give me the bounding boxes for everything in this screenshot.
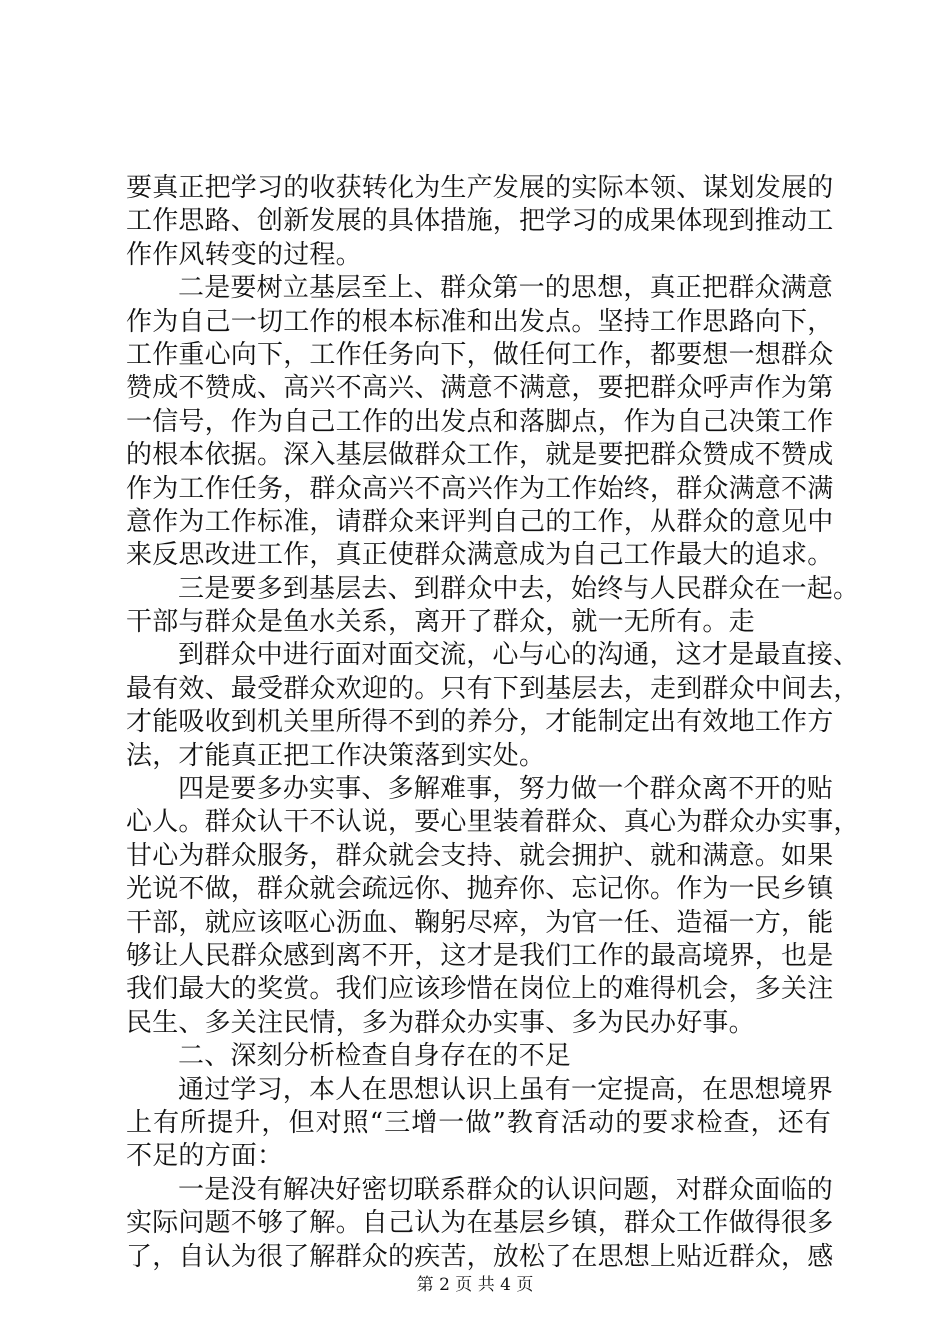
text-line: 作为自己一切工作的根本标准和出发点。坚持工作思路向下， [126,306,834,337]
text-line: 意作为工作标准，请群众来评判自己的工作，从群众的意见中 [126,506,834,537]
text-line: 甘心为群众服务，群众就会支持、就会拥护、就和满意。如果 [126,840,834,871]
document-body [126,172,860,1274]
text-line: 我们最大的奖赏。我们应该珍惜在岗位上的难得机会，多关注 [126,974,834,1005]
text-line: 要真正把学习的收获转化为生产发展的实际本领、谋划发展的 [126,173,834,203]
text-line: 心人。群众认干不认说，要心里装着群众、真心为群众办实事， [126,807,860,838]
text-line: 工作重心向下，工作任务向下，做任何工作，都要想一想群众 [126,339,834,370]
text-line: 来反思改进工作，真正使群众满意成为自己工作最大的追求。 [126,540,834,571]
text-line: 实际问题不够了解。自己认为在基层乡镇，群众工作做得很多 [126,1208,834,1239]
text-line: 了，自认为很了解群众的疾苦，放松了在思想上贴近群众，感 [126,1241,834,1272]
text-line: 作作风转变的过程。 [126,239,362,270]
text-line: 干部，就应该呕心沥血、鞠躬尽瘁，为官一任、造福一方，能 [126,907,834,938]
text-line: 够让人民群众感到离不开，这才是我们工作的最高境界，也是 [126,940,834,971]
text-line: 法，才能真正把工作决策落到实处。 [126,740,546,771]
text-line: 干部与群众是鱼水关系，离开了群众，就一无所有。走 [126,607,755,638]
page-footer: 第 2 页 共 4 页 [416,1275,534,1295]
text-line: 的根本依据。深入基层做群众工作，就是要把群众赞成不赞成 [126,440,834,471]
text-line: 民生、多关注民情，多为群众办实事、多为民办好事。 [126,1007,755,1038]
text-line: 二是要树立基层至上、群众第一的思想，真正把群众满意 [178,273,834,304]
text-line: 赞成不赞成、高兴不高兴、满意不满意，要把群众呼声作为第 [126,373,834,404]
text-line: 一信号，作为自己工作的出发点和落脚点，作为自己决策工作 [126,406,834,437]
text-line: 二、深刻分析检查自身存在的不足 [178,1041,572,1072]
text-line: 三是要多到基层去、到群众中去，始终与人民群众在一起。 [178,573,860,604]
text-line: 最有效、最受群众欢迎的。只有下到基层去，走到群众中间去， [126,673,860,704]
text-line: 作为工作任务，群众高兴不高兴作为工作始终，群众满意不满 [126,473,834,504]
text-line: 上有所提升，但对照“三增一做”教育活动的要求检查，还有 [126,1107,831,1138]
text-line: 不足的方面： [126,1141,284,1172]
text-line: 工作思路、创新发展的具体措施，把学习的成果体现到推动工 [126,206,834,237]
text-line: 四是要多办实事、多解难事，努力做一个群众离不开的贴 [178,774,834,805]
text-line: 通过学习，本人在思想认识上虽有一定提高，在思想境界 [178,1074,834,1105]
text-line: 到群众中进行面对面交流，心与心的沟通，这才是最直接、 [178,640,860,671]
text-line: 一是没有解决好密切联系群众的认识问题，对群众面临的 [178,1174,834,1205]
text-line: 才能吸收到机关里所得不到的养分，才能制定出有效地工作方 [126,707,834,738]
text-line: 光说不做，群众就会疏远你、抛弃你、忘记你。作为一民乡镇 [126,874,834,905]
